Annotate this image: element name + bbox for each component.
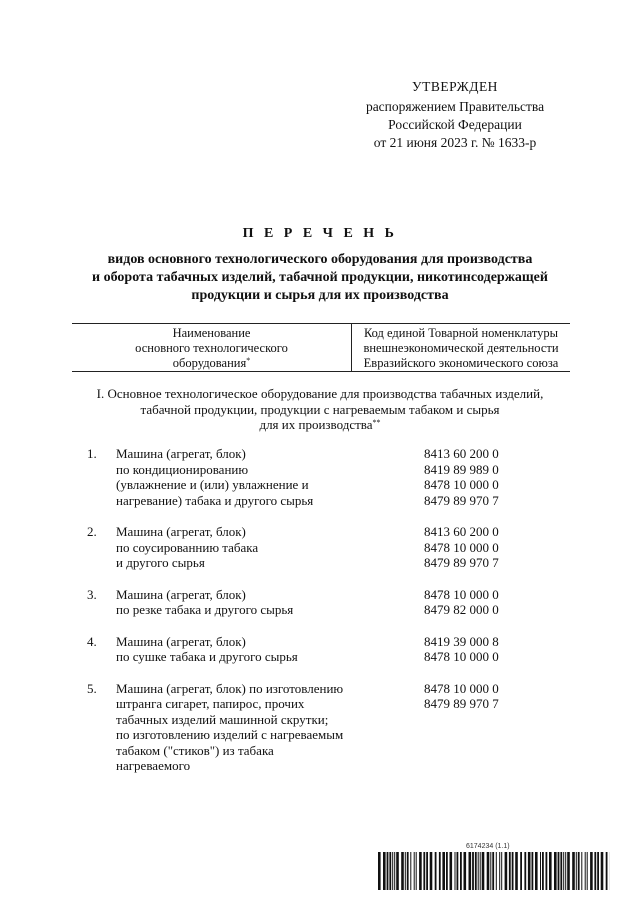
item-name: [116, 587, 376, 618]
item-number: 4.: [87, 633, 97, 649]
item-number: 3.: [87, 586, 97, 602]
list-item: [0, 524, 640, 571]
document-title: П Е Р Е Ч Е Н Ь: [242, 226, 398, 241]
barcode-block: [378, 843, 610, 893]
item-name-line: Машина (агрегат, блок): [116, 446, 246, 461]
item-code: 8478 10 000 0: [424, 586, 499, 602]
item-codes: [424, 634, 544, 665]
list-item: [0, 681, 640, 774]
item-name: [116, 524, 376, 571]
item-code: 8419 89 989 0: [424, 461, 499, 477]
document-subtitle: [0, 251, 640, 305]
item-name: [116, 446, 376, 508]
header-col-name: Наименование основного технологического оборудования*: [72, 324, 352, 371]
item-name-line: нагревание) табака и другого сырья: [116, 492, 314, 508]
item-code: 8479 89 970 7: [424, 555, 499, 570]
item-name-line: и другого сырья: [116, 555, 205, 570]
item-name-line: по сушке табака и другого сырья: [116, 649, 298, 664]
item-name-line: табаком ("стиков") из табака: [116, 742, 274, 758]
item-code: 8479 89 970 7: [424, 492, 499, 508]
item-codes: [424, 587, 544, 618]
barcode-image: [378, 852, 610, 890]
item-name-line: Машина (агрегат, блок): [116, 524, 246, 539]
subtitle-line: видов основного технологического оборудования для производства: [107, 252, 533, 267]
item-name-line: Машина (агрегат, блок): [116, 633, 246, 649]
item-name-line: по резке табака и другого сырья: [116, 602, 294, 617]
equipment-list: [0, 446, 640, 790]
approval-line-3: от 21 июня 2023 г. № 1633-р: [373, 135, 537, 150]
subtitle-line: продукции и сырья для их производства: [191, 288, 449, 303]
approval-line-2: Российской Федерации: [388, 117, 522, 132]
item-code: 8413 60 200 0: [424, 446, 499, 461]
item-name-line: по кондиционированию: [116, 461, 249, 477]
section-heading: I. Основное технологическое оборудование для производства табачных изделий, табачной продукции, продукции с нагреваемым табаком и сырья для их производства**: [96, 386, 544, 432]
list-item: [0, 446, 640, 508]
item-codes: [424, 446, 544, 508]
item-code: 8419 39 000 8: [424, 633, 499, 649]
item-code: 8478 10 000 0: [424, 477, 499, 492]
item-name: [116, 634, 376, 665]
approval-title: УТВЕРЖДЕН: [412, 79, 498, 94]
approval-line-1: распоряжением Правительства: [365, 99, 545, 114]
table-header: [72, 323, 570, 372]
item-code: 8479 82 000 0: [424, 602, 499, 617]
item-name-line: по соусированнию табака: [116, 539, 259, 555]
item-name-line: Машина (агрегат, блок): [116, 586, 246, 602]
item-name-line: Машина (агрегат, блок) по изготовлению: [116, 680, 344, 696]
list-item: [0, 634, 640, 665]
item-name: [116, 681, 376, 774]
item-code: 8478 10 000 0: [424, 680, 499, 696]
footnote-mark: *: [246, 356, 251, 365]
item-code: 8478 10 000 0: [424, 649, 499, 664]
item-name-line: табачных изделий машинной скрутки;: [116, 711, 329, 727]
item-codes: [424, 524, 544, 571]
item-number: 1.: [87, 446, 97, 461]
item-name-line: нагреваемого: [116, 758, 191, 773]
footnote-mark: **: [372, 418, 381, 427]
item-name-line: штранга сигарет, папирос, прочих: [116, 696, 305, 711]
subtitle-line: и оборота табачных изделий, табачной продукции, никотинсодержащей: [92, 270, 548, 285]
approval-block: [340, 78, 570, 152]
item-code: 8413 60 200 0: [424, 524, 499, 539]
item-name-line: (увлажнение и (или) увлажнение и: [116, 477, 309, 492]
header-col-code: Код единой Товарной номенклатуры внешнеэкономической деятельности Евразийского экономического союза: [363, 326, 559, 370]
item-code: 8479 89 970 7: [424, 696, 499, 711]
barcode-number: 6174234 (1.1): [466, 843, 510, 850]
item-name-line: по изготовлению изделий с нагреваемым: [116, 727, 344, 742]
list-item: [0, 587, 640, 618]
item-codes: [424, 681, 544, 712]
item-number: 5.: [87, 680, 97, 696]
item-number: 2.: [87, 524, 97, 539]
item-code: 8478 10 000 0: [424, 539, 499, 555]
